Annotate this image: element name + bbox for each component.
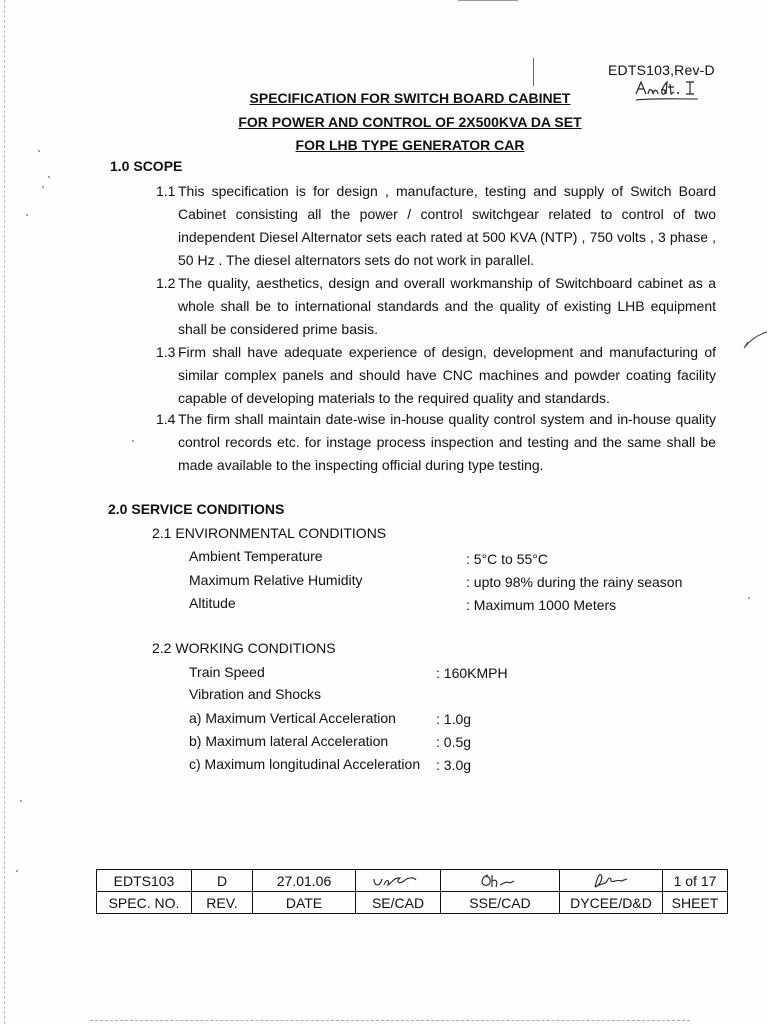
se-cad-label: SE/CAD (356, 892, 441, 914)
scan-speck (132, 440, 134, 442)
section-heading-service-conditions: 2.0 SERVICE CONDITIONS (108, 501, 285, 517)
scan-speck (20, 800, 22, 802)
paragraph-number: 1.3 (156, 344, 176, 360)
scan-speck (42, 186, 44, 188)
condition-value: : 3.0g (436, 757, 472, 773)
scan-speck (748, 597, 750, 599)
condition-value: : 5°C to 55°C (466, 551, 549, 567)
spec-no-value: EDTS103 (97, 870, 192, 892)
scan-mark (533, 58, 534, 86)
condition-value: : 160KMPH (436, 665, 508, 681)
margin-pen-stroke (742, 330, 768, 352)
scope-paragraph-1-4 (156, 408, 716, 477)
paragraph-text: The quality, aesthetics, design and overall workmanship of Switchboard cabinet as a whole shall be to international standards and the quality of existing LHB equipment shall be considered prime basis. (178, 275, 716, 337)
condition-label: Altitude (189, 595, 236, 611)
revision-value: D (192, 870, 253, 892)
title-block-values-row (97, 870, 728, 892)
dycee-signature-cell (560, 870, 663, 892)
paragraph-number: 1.2 (156, 275, 176, 291)
scan-bottom-edge (90, 1020, 690, 1022)
paragraph-text: Firm shall have adequate experience of design, development and manufacturing of similar complex panels and should have CNC machines and powder coating facility capable of developing materials to the required quality and standards. (178, 344, 716, 406)
subheading-working-conditions: 2.2 WORKING CONDITIONS (152, 640, 336, 656)
scan-left-edge (4, 0, 6, 1024)
date-value: 27.01.06 (253, 870, 356, 892)
sheet-value: 1 of 17 (663, 870, 728, 892)
paragraph-number: 1.1 (156, 183, 176, 199)
handwritten-signature (581, 871, 641, 891)
scope-paragraph-1-1 (156, 180, 716, 272)
scope-paragraph-1-3 (156, 341, 716, 410)
revision-label: REV. (192, 892, 253, 914)
condition-label: c) Maximum longitudinal Acceleration (189, 756, 421, 772)
sse-cad-signature-cell (441, 870, 560, 892)
paragraph-text: The firm shall maintain date-wise in-house quality control system and in-house quality control records etc. for instage process inspection and testing and the same shall be made available to the inspecting official during type testing. (178, 411, 716, 473)
condition-value: : upto 98% during the rainy season (466, 574, 683, 590)
sse-cad-label: SSE/CAD (441, 892, 560, 914)
paragraph-text: This specification is for design , manufacture, testing and supply of Switch Board Cabinet consisting all the power / control switchgear related to control of two independent Diesel Alternator sets each rated at 500 KVA (NTP) , 750 volts , 3 phase , 50 Hz . The diesel alternators sets do not work in parallel. (178, 183, 716, 268)
document-title-line-3: FOR LHB TYPE GENERATOR CAR (295, 137, 525, 153)
condition-label: b) Maximum lateral Acceleration (189, 733, 389, 749)
scan-speck (16, 870, 18, 872)
section-heading-scope: 1.0 SCOPE (110, 158, 183, 174)
document-reference: EDTS103,Rev-D (608, 62, 715, 78)
sheet-label: SHEET (663, 892, 728, 914)
scan-edge-line (458, 0, 518, 1)
title-block-table (96, 869, 728, 914)
spec-no-label: SPEC. NO. (97, 892, 192, 914)
document-title-line-1: SPECIFICATION FOR SWITCH BOARD CABINET (249, 90, 571, 106)
scope-paragraph-1-2 (156, 272, 716, 341)
condition-label: Vibration and Shocks (189, 686, 322, 702)
se-cad-signature-cell (356, 870, 441, 892)
condition-value: : Maximum 1000 Meters (466, 597, 617, 613)
condition-value: : 1.0g (436, 711, 472, 727)
scan-speck (48, 176, 50, 178)
handwritten-signature (368, 871, 428, 891)
condition-label: Train Speed (189, 664, 265, 680)
condition-value: : 0.5g (436, 734, 472, 750)
document-title-line-2: FOR POWER AND CONTROL OF 2X500KVA DA SET (238, 114, 582, 130)
handwritten-signature (470, 871, 530, 891)
condition-label: Ambient Temperature (189, 548, 323, 564)
condition-label: Maximum Relative Humidity (189, 572, 363, 588)
title-block-labels-row (97, 892, 728, 914)
paragraph-number: 1.4 (156, 411, 176, 427)
dycee-label: DYCEE/D&D (560, 892, 663, 914)
date-label: DATE (253, 892, 356, 914)
scan-speck (26, 214, 28, 216)
subheading-environmental-conditions: 2.1 ENVIRONMENTAL CONDITIONS (152, 525, 387, 541)
condition-label: a) Maximum Vertical Acceleration (189, 710, 396, 726)
